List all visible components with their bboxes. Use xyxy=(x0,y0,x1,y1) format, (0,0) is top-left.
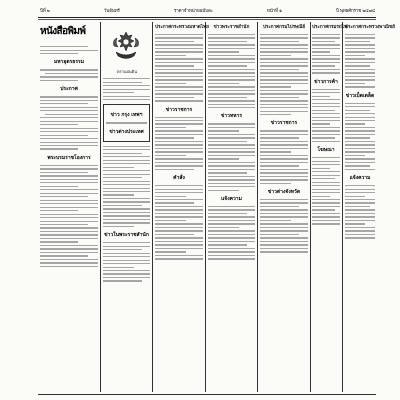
column-2 xyxy=(103,76,150,394)
column-7 xyxy=(345,24,395,394)
column-2-subhead-2: ข่าวต่างประเทศ xyxy=(109,128,144,135)
emblem-caption: ตราแผ่นดิน xyxy=(117,69,137,74)
column-1-subhead-2: ประกาศ xyxy=(60,86,78,93)
royal-emblem-icon xyxy=(108,28,144,64)
column-5-title: ประกาศกรมไปรษณีย์ xyxy=(262,25,306,30)
column-6 xyxy=(312,24,348,394)
column-4 xyxy=(208,24,255,394)
column-5-subhead-2: ข่าวต่างจังหวัด xyxy=(267,189,301,195)
header-rule xyxy=(38,17,376,18)
column-4-subhead-2: แจ้งความ xyxy=(221,195,242,202)
column-6-subhead-1: ข่าวการค้า xyxy=(314,78,338,85)
header-rule-thin xyxy=(38,19,376,20)
column-rule xyxy=(100,22,101,392)
column-6-subhead-2: โฆษณา xyxy=(317,147,335,154)
header-price: ราคาจำหน่ายฉบับละ xyxy=(173,8,213,14)
column-7-subhead-1: ข่าวเบ็ดเตล็ด xyxy=(345,92,375,99)
column-2-box xyxy=(103,104,150,141)
header-date: ปี พุทธศักราช ๒๔๗๔ xyxy=(336,8,375,14)
column-2-subhead-1: ข่าว กรุง เทพฯ xyxy=(110,112,143,119)
column-3 xyxy=(155,24,209,394)
header-day: วันจันทร์ xyxy=(103,8,120,14)
column-5 xyxy=(260,24,308,394)
column-4-subhead-1: ข่าวทหาร xyxy=(220,113,243,120)
column-rule xyxy=(310,22,311,392)
column-1-subhead-3: พระบรมราชโองการ xyxy=(47,154,91,161)
column-rule xyxy=(342,22,343,392)
column-1-subhead-1: มหาอุดรธรรม xyxy=(53,59,85,66)
column-4-title: ข่าวพระราชสำนัก xyxy=(213,25,250,30)
column-rule xyxy=(205,22,206,392)
column-3-subhead-2: คำสั่ง xyxy=(173,175,185,182)
column-7-title: ประกาศกระทรวงพาณิชย์ xyxy=(345,25,395,30)
column-6-title: ประกาศกรมรถไฟ xyxy=(312,25,348,30)
column-1 xyxy=(40,44,98,394)
masthead-title: หนังสือพิมพ์ xyxy=(40,26,86,37)
column-5-subhead-1: ข่าวราชการ xyxy=(270,120,298,127)
header-issue: ปีที่ ๒ xyxy=(40,8,50,14)
header-line xyxy=(40,6,375,16)
column-3-title: ประกาศกระทรวงมหาดไทย xyxy=(155,25,209,30)
column-rule xyxy=(257,22,258,392)
column-rule xyxy=(152,22,153,392)
column-7-subhead-2: แจ้งความ xyxy=(349,175,371,182)
column-2-subhead-3: ข่าวในพระราชสำนัก xyxy=(104,232,149,239)
bottom-rule xyxy=(38,394,376,395)
header-page-number: หน้าที่ ๑ xyxy=(266,8,282,14)
column-3-subhead-1: ข่าวราชการ xyxy=(165,106,193,113)
